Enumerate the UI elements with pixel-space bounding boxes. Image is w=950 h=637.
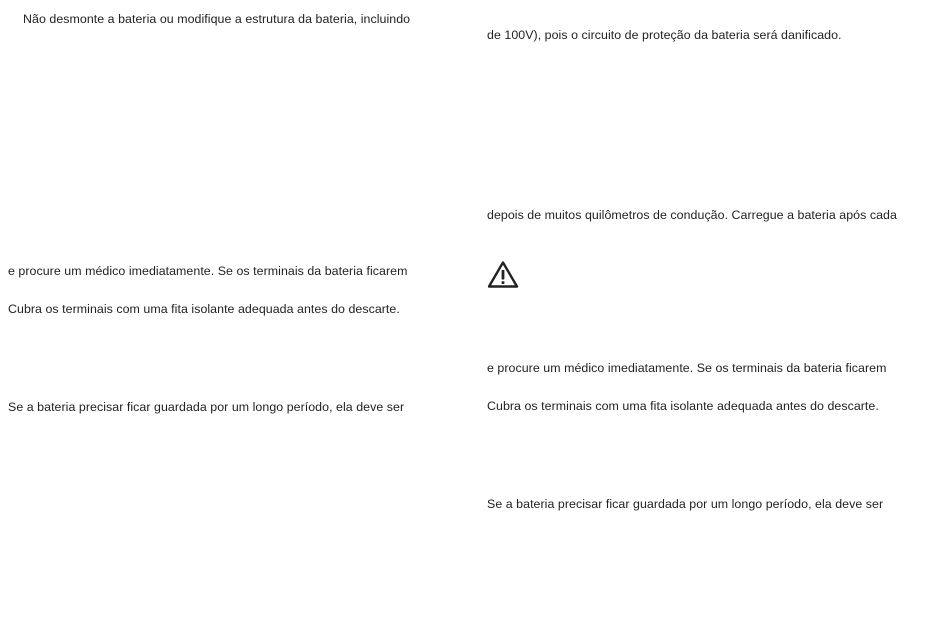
left-line-2: e procure um médico imediatamente. Se os terminais da bateria ficarem xyxy=(8,264,408,278)
right-line-3: e procure um médico imediatamente. Se os terminais da bateria ficarem xyxy=(487,361,887,375)
left-line-1: Não desmonte a bateria ou modifique a estrutura da bateria, incluindo xyxy=(23,12,411,26)
left-line-4: Se a bateria precisar ficar guardada por um longo período, ela deve ser xyxy=(8,400,405,414)
right-line-5: Se a bateria precisar ficar guardada por um longo período, ela deve ser xyxy=(487,497,884,511)
warning-triangle-icon xyxy=(487,260,519,289)
right-line-4: Cubra os terminais com uma fita isolante adequada antes do descarte. xyxy=(487,399,879,413)
left-line-3: Cubra os terminais com uma fita isolante adequada antes do descarte. xyxy=(8,302,400,316)
right-line-2: depois de muitos quilômetros de condução. Carregue a bateria após cada xyxy=(487,208,897,222)
right-line-1: de 100V), pois o circuito de proteção da bateria será danificado. xyxy=(487,28,842,42)
